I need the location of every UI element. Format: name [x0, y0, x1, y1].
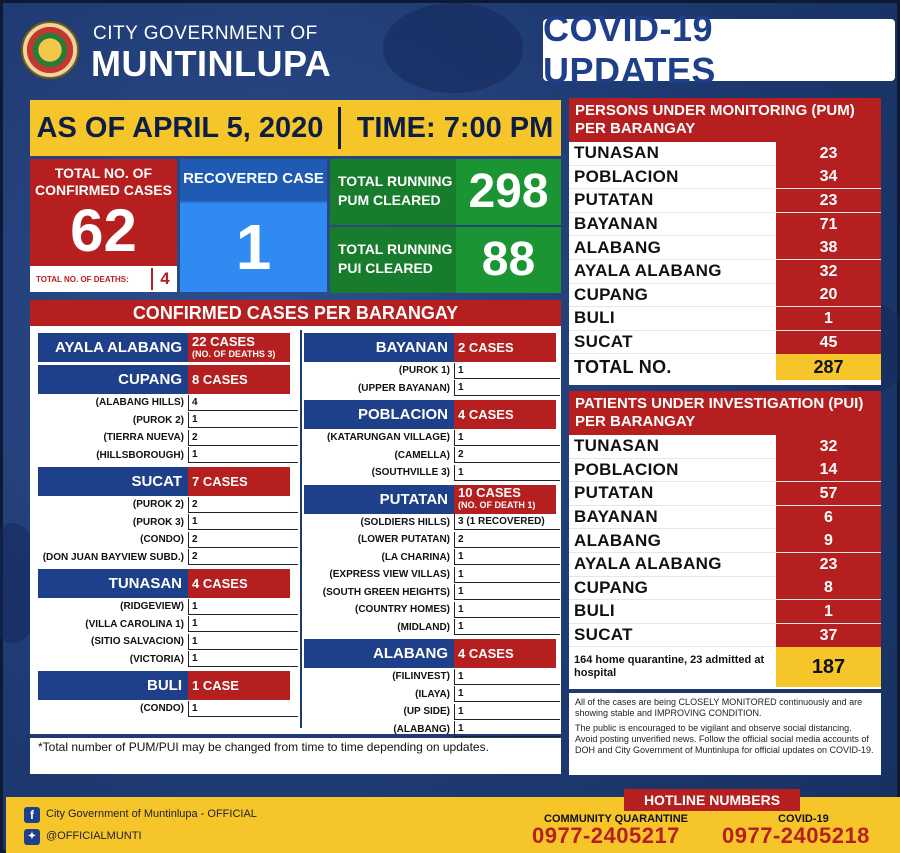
sub-area-row	[38, 412, 298, 430]
pum-row	[569, 166, 881, 190]
pui-barangay-name: ALABANG	[574, 530, 662, 550]
barangay-death-note: (NO. OF DEATH 1)	[458, 500, 536, 510]
barangay-header	[38, 467, 298, 496]
barangay-case-count: 2 CASES	[458, 340, 514, 355]
sub-area-row	[38, 633, 298, 651]
pui-barangay-count: 23	[776, 553, 881, 576]
sub-area-name: (TIERRA NUEVA)	[103, 432, 184, 444]
pum-row	[569, 189, 881, 213]
sub-area-count: 2	[188, 430, 298, 446]
sub-area-count: 2	[454, 447, 560, 463]
pum-panel	[569, 98, 881, 385]
barangay-case-count: 22 CASES	[192, 333, 255, 349]
pum-barangay-name: TUNASAN	[574, 143, 660, 163]
sub-area-count: 1	[454, 430, 560, 446]
sub-area-name: (DON JUAN BAYVIEW SUBD.)	[42, 551, 184, 563]
sub-area-name: (ALABANG)	[393, 723, 450, 735]
sub-area-count: 1	[188, 412, 298, 428]
advisory-text-2: The public is encouraged to be vigilant and observe social distancing. Avoid posting unverified news. Follow the official social media accounts of DOH and City Government of Muntinlupa for official updates on COVID-19.	[575, 723, 874, 755]
pui-barangay-name: CUPANG	[574, 577, 649, 597]
pui-row	[569, 482, 881, 506]
recovered-label: RECOVERED CASE	[180, 159, 327, 201]
deaths-value: 4	[151, 268, 177, 290]
date-bar	[30, 100, 561, 156]
sub-area-row	[304, 668, 560, 686]
pum-barangay-name: PUTATAN	[574, 190, 654, 210]
sub-area-count: 1	[188, 651, 298, 667]
sub-area-name: (RIDGEVIEW)	[120, 601, 184, 613]
pum-row	[569, 331, 881, 355]
barangay-cases	[188, 333, 290, 362]
barangay-cases	[188, 365, 290, 394]
footer	[6, 792, 900, 853]
pui-table	[569, 435, 881, 647]
sub-area-row	[38, 447, 298, 465]
barangay-cases	[188, 569, 290, 598]
sub-area-count: 2	[454, 532, 560, 548]
pui-row	[569, 624, 881, 648]
sub-area-row	[304, 531, 560, 549]
sub-area-row	[38, 496, 298, 514]
sub-area-count: 3 (1 RECOVERED)	[454, 514, 560, 530]
barangay-name: BAYANAN	[304, 333, 454, 362]
barangay-case-count: 8 CASES	[192, 372, 248, 387]
sub-area-name: (UP SIDE)	[403, 706, 450, 718]
recovered-box	[180, 159, 327, 292]
pum-cleared-value: 298	[456, 159, 561, 225]
pum-barangay-count: 23	[776, 142, 881, 165]
sub-area-name: (VILLA CAROLINA 1)	[85, 618, 184, 630]
pum-barangay-count: 45	[776, 331, 881, 354]
sub-area-row	[304, 566, 560, 584]
barangay-cases	[188, 671, 290, 700]
page-title: COVID-19 UPDATES	[543, 8, 716, 91]
city-seal-icon	[21, 21, 79, 79]
sub-area-row	[304, 464, 560, 482]
barangay-cases	[454, 333, 556, 362]
pum-barangay-name: POBLACION	[574, 166, 679, 186]
pui-barangay-name: TUNASAN	[574, 436, 660, 456]
pui-title: PATIENTS UNDER INVESTIGATION (PUI) PER BARANGAY	[569, 391, 881, 435]
sub-area-name: (PUROK 2)	[132, 414, 184, 426]
footnote: *Total number of PUM/PUI may be changed from time to time depending on updates.	[30, 738, 561, 774]
sub-area-count: 1	[188, 599, 298, 615]
barangay-header	[304, 485, 560, 514]
sub-area-count: 1	[188, 701, 298, 717]
pum-barangay-name: CUPANG	[574, 284, 649, 304]
pum-row	[569, 236, 881, 260]
barangay-column-right	[300, 330, 560, 735]
pum-barangay-count: 23	[776, 189, 881, 212]
sub-area-row	[38, 651, 298, 669]
confirmed-per-barangay-title: CONFIRMED CASES PER BARANGAY	[30, 300, 561, 326]
pum-row	[569, 142, 881, 166]
sub-area-count: 1	[454, 704, 560, 720]
sub-area-name: (VICTORIA)	[129, 653, 184, 665]
pum-barangay-name: ALABANG	[574, 237, 662, 257]
confirmed-cases-box	[30, 159, 177, 292]
pui-row	[569, 553, 881, 577]
pui-row	[569, 529, 881, 553]
recovered-value: 1	[180, 203, 327, 292]
sub-area-name: (CONDO)	[140, 703, 184, 715]
sub-area-name: (PUROK 3)	[132, 516, 184, 528]
sub-area-count: 1	[188, 634, 298, 650]
barangay-name: PUTATAN	[304, 485, 454, 514]
pui-barangay-count: 37	[776, 624, 881, 647]
sub-area-row	[304, 429, 560, 447]
sub-area-name: (MIDLAND)	[397, 621, 450, 633]
pum-barangay-count: 20	[776, 283, 881, 306]
barangay-name: ALABANG	[304, 639, 454, 668]
pum-barangay-name: SUCAT	[574, 332, 633, 352]
pui-total-label: 164 home quarantine, 23 admitted at hospital	[574, 654, 765, 680]
advisory-text-1: All of the cases are being CLOSELY MONITORED continuously and are showing stable and IMPROVING CONDITION.	[575, 697, 863, 718]
city-subtitle: CITY GOVERNMENT OF	[93, 23, 318, 44]
sub-area-count: 1	[188, 514, 298, 530]
pum-barangay-name: AYALA ALABANG	[574, 261, 722, 281]
facebook-page-name: City Government of Muntinlupa - OFFICIAL	[46, 808, 257, 820]
sub-area-row	[38, 531, 298, 549]
sub-area-name: (HILLSBOROUGH)	[96, 449, 184, 461]
pui-row	[569, 600, 881, 624]
pui-barangay-name: AYALA ALABANG	[574, 554, 722, 574]
pum-row	[569, 213, 881, 237]
sub-area-name: (PUROK 2)	[132, 499, 184, 511]
sub-area-row	[38, 394, 298, 412]
sub-area-name: (SOUTH GREEN HEIGHTS)	[322, 586, 450, 598]
pui-barangay-name: SUCAT	[574, 625, 633, 645]
sub-area-row	[304, 703, 560, 721]
sub-area-name: (CONDO)	[140, 534, 184, 546]
pui-cleared-label: TOTAL RUNNING PUI CLEARED	[338, 241, 453, 276]
barangay-case-count: 4 CASES	[192, 576, 248, 591]
confirmed-value: 62	[70, 197, 137, 264]
barangay-header	[38, 671, 298, 700]
pum-barangay-count: 32	[776, 260, 881, 283]
barangay-cases	[188, 467, 290, 496]
pui-cleared-value: 88	[456, 227, 561, 293]
as-of-date: AS OF APRIL 5, 2020	[36, 111, 324, 144]
hotline-label-quarantine: COMMUNITY QUARANTINE	[544, 813, 689, 825]
sub-area-name: (SOLDIERS HILLS)	[360, 516, 450, 528]
city-name: MUNTINLUPA	[91, 43, 332, 84]
barangay-header	[304, 639, 560, 668]
sub-area-count: 2	[188, 532, 298, 548]
sub-area-count: 1	[454, 380, 560, 396]
pum-table	[569, 142, 881, 354]
pui-row	[569, 577, 881, 601]
sub-area-row	[304, 549, 560, 567]
pui-barangay-count: 32	[776, 435, 881, 458]
sub-area-count: 1	[188, 447, 298, 463]
barangay-header	[38, 365, 298, 394]
pui-barangay-count: 9	[776, 529, 881, 552]
facebook-icon: f	[24, 807, 40, 823]
pui-cleared-box	[330, 227, 561, 293]
sub-area-row	[304, 601, 560, 619]
barangay-name: SUCAT	[38, 467, 188, 496]
pui-row	[569, 459, 881, 483]
sub-area-row	[304, 362, 560, 380]
pum-row	[569, 307, 881, 331]
pum-title: PERSONS UNDER MONITORING (PUM) PER BARANGAY	[569, 98, 881, 142]
pui-total-row	[569, 647, 881, 687]
barangay-cases	[454, 400, 556, 429]
barangay-name: POBLACION	[304, 400, 454, 429]
pum-barangay-count: 34	[776, 165, 881, 188]
sub-area-name: (ALABANG HILLS)	[95, 397, 184, 409]
hotline-number-quarantine: 0977-2405217	[532, 823, 680, 848]
pum-row	[569, 284, 881, 308]
pum-row	[569, 260, 881, 284]
barangay-name: TUNASAN	[38, 569, 188, 598]
sub-area-name: (SOUTHVILLE 3)	[371, 467, 450, 479]
twitter-icon: ✦	[24, 829, 40, 845]
barangay-name: CUPANG	[38, 365, 188, 394]
deaths-label: TOTAL NO. OF DEATHS:	[36, 274, 129, 284]
sub-area-count: 1	[454, 669, 560, 685]
pum-barangay-name: BAYANAN	[574, 214, 658, 234]
sub-area-count: 1	[454, 363, 560, 379]
pum-barangay-count: 38	[776, 236, 881, 259]
pum-barangay-count: 71	[776, 213, 881, 236]
barangay-header	[38, 333, 298, 362]
sub-area-count: 2	[188, 497, 298, 513]
sub-area-name: (COUNTRY HOMES)	[355, 604, 450, 616]
sub-area-row	[304, 514, 560, 532]
barangay-death-note: (NO. OF DEATHS 3)	[192, 348, 276, 359]
sub-area-row	[304, 686, 560, 704]
background-virus-shape	[383, 3, 523, 93]
pui-row	[569, 435, 881, 459]
pum-total-value: 287	[776, 354, 881, 380]
sub-area-row	[304, 619, 560, 637]
sub-area-row	[304, 447, 560, 465]
pui-panel	[569, 391, 881, 689]
barangay-case-count: 4 CASES	[458, 407, 514, 422]
pum-total-row	[569, 354, 881, 380]
pui-barangay-count: 8	[776, 576, 881, 599]
confirmed-label: TOTAL NO. OF CONFIRMED CASES	[35, 165, 172, 198]
sub-area-name: (PUROK 1)	[398, 365, 450, 377]
sub-area-count: 4	[188, 395, 298, 411]
hotline-number-covid: 0977-2405218	[722, 823, 870, 848]
pui-barangay-count: 14	[776, 458, 881, 481]
barangay-cases	[454, 485, 556, 514]
twitter-handle: @OFFICIALMUNTI	[46, 830, 142, 842]
deaths-row	[30, 266, 177, 292]
sub-area-count: 1	[454, 602, 560, 618]
pum-cleared-box	[330, 159, 561, 225]
update-time: TIME: 7:00 PM	[356, 111, 554, 144]
sub-area-count: 1	[454, 549, 560, 565]
pum-cleared-label: TOTAL RUNNING PUM CLEARED	[338, 173, 453, 208]
sub-area-row	[38, 598, 298, 616]
sub-area-name: (LOWER PUTATAN)	[357, 534, 450, 546]
sub-area-count: 1	[188, 616, 298, 632]
date-separator	[338, 107, 341, 149]
sub-area-row	[38, 549, 298, 567]
sub-area-name: (SITIO SALVACION)	[91, 636, 184, 648]
sub-area-row	[304, 380, 560, 398]
pui-barangay-name: PUTATAN	[574, 483, 654, 503]
pui-barangay-name: BAYANAN	[574, 507, 658, 527]
sub-area-name: (EXPRESS VIEW VILLAS)	[329, 569, 450, 581]
sub-area-name: (UPPER BAYANAN)	[357, 382, 450, 394]
sub-area-row	[304, 721, 560, 739]
barangay-name: AYALA ALABANG	[38, 333, 188, 362]
sub-area-row	[38, 616, 298, 634]
pum-total-label: TOTAL NO.	[574, 356, 672, 377]
barangay-case-count: 7 CASES	[192, 474, 248, 489]
barangay-case-count: 4 CASES	[458, 646, 514, 661]
sub-area-name: (KATARUNGAN VILLAGE)	[327, 432, 450, 444]
sub-area-row	[38, 514, 298, 532]
pui-barangay-count: 1	[776, 600, 881, 623]
confirmed-per-barangay-panel	[30, 300, 561, 734]
pui-barangay-count: 57	[776, 482, 881, 505]
sub-area-count: 1	[454, 721, 560, 737]
sub-area-count: 1	[454, 465, 560, 481]
barangay-header	[304, 333, 560, 362]
pui-barangay-name: BULI	[574, 601, 615, 621]
sub-area-count: 1	[454, 567, 560, 583]
pui-row	[569, 506, 881, 530]
sub-area-name: (FILINVEST)	[392, 671, 450, 683]
barangay-name: BULI	[38, 671, 188, 700]
hotline-label-covid: COVID-19	[778, 813, 829, 825]
sub-area-name: (CAMELLA)	[394, 449, 450, 461]
barangay-case-count: 1 CASE	[192, 678, 239, 693]
barangay-case-count: 10 CASES	[458, 485, 521, 500]
pui-barangay-count: 6	[776, 506, 881, 529]
pum-barangay-name: BULI	[574, 308, 615, 328]
sub-area-row	[304, 584, 560, 602]
pum-barangay-count: 1	[776, 307, 881, 330]
sub-area-count: 2	[188, 549, 298, 565]
pui-barangay-name: POBLACION	[574, 459, 679, 479]
sub-area-count: 1	[454, 686, 560, 702]
sub-area-name: (LA CHARINA)	[381, 551, 450, 563]
barangay-header	[304, 400, 560, 429]
sub-area-count: 1	[454, 619, 560, 635]
sub-area-count: 1	[454, 584, 560, 600]
pui-total-value: 187	[776, 647, 881, 687]
barangay-column-left	[38, 330, 298, 718]
sub-area-row	[38, 429, 298, 447]
hotline-title: HOTLINE NUMBERS	[624, 789, 800, 811]
sub-area-row	[38, 700, 298, 718]
advisory-box	[569, 693, 881, 775]
title-box	[543, 8, 895, 91]
barangay-header	[38, 569, 298, 598]
barangay-cases	[454, 639, 556, 668]
sub-area-name: (ILAYA)	[415, 688, 450, 700]
